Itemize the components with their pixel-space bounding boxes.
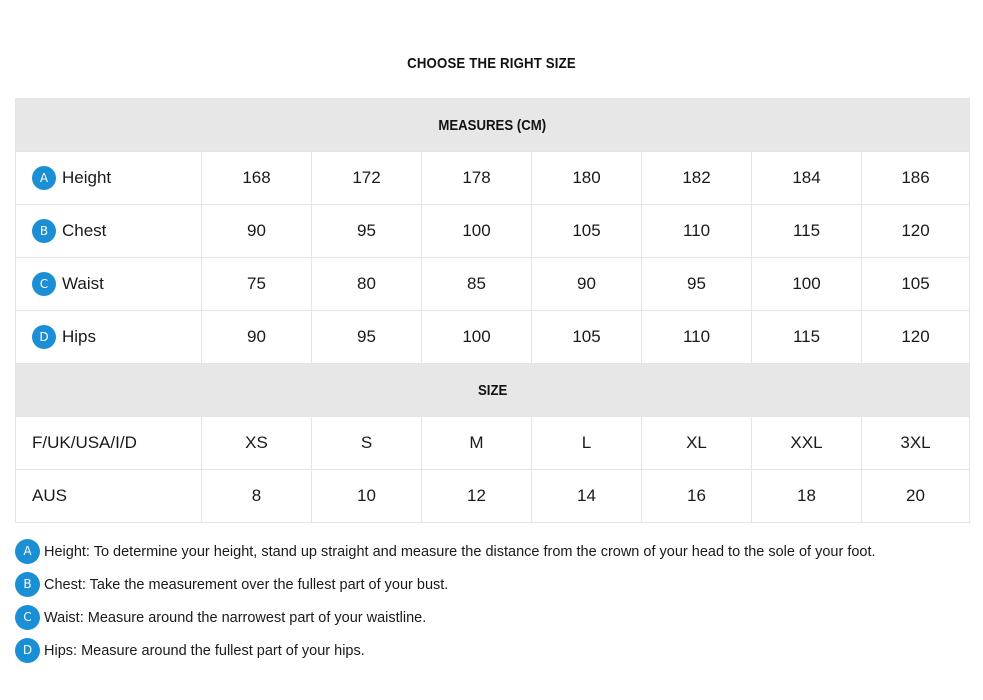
table-cell: 20: [862, 470, 970, 523]
size-row-aus: [16, 470, 970, 523]
table-cell: XS: [202, 417, 312, 470]
letter-c-icon: C: [32, 272, 56, 296]
measure-row-hips: [16, 311, 970, 364]
table-cell: 100: [752, 258, 862, 311]
table-cell: 120: [862, 205, 970, 258]
measurement-notes: [15, 535, 969, 667]
size-header: SIZE: [16, 364, 970, 417]
measure-row-chest: [16, 205, 970, 258]
measures-header-row: [16, 99, 970, 152]
note-hips: D Hips: Measure around the fullest part of your hips.: [15, 634, 969, 667]
letter-b-icon: B: [15, 572, 40, 597]
table-cell: 182: [642, 152, 752, 205]
page-title: CHOOSE THE RIGHT SIZE: [407, 55, 576, 72]
table-cell: 85: [422, 258, 532, 311]
note-waist: C Waist: Measure around the narrowest part of your waistline.: [15, 601, 969, 634]
table-cell: 95: [312, 205, 422, 258]
table-cell: 90: [202, 205, 312, 258]
letter-d-icon: D: [32, 325, 56, 349]
table-cell: XXL: [752, 417, 862, 470]
row-label: D Hips: [16, 311, 202, 364]
letter-c-icon: C: [15, 605, 40, 630]
table-cell: 3XL: [862, 417, 970, 470]
row-label: F/UK/USA/I/D: [16, 417, 202, 470]
table-cell: 75: [202, 258, 312, 311]
table-cell: 120: [862, 311, 970, 364]
table-cell: 16: [642, 470, 752, 523]
table-cell: S: [312, 417, 422, 470]
note-height: A Height: To determine your height, stand up straight and measure the distance from the crown of your head to the sole of your foot.: [15, 535, 969, 568]
table-cell: 90: [532, 258, 642, 311]
table-cell: 110: [642, 205, 752, 258]
letter-a-icon: A: [15, 539, 40, 564]
measures-header: MEASURES (CM): [16, 99, 970, 152]
row-label: B Chest: [16, 205, 202, 258]
table-cell: 105: [532, 205, 642, 258]
table-cell: 172: [312, 152, 422, 205]
size-header-row: [16, 364, 970, 417]
table-cell: L: [532, 417, 642, 470]
table-cell: 14: [532, 470, 642, 523]
row-label: C Waist: [16, 258, 202, 311]
table-cell: 90: [202, 311, 312, 364]
table-cell: 180: [532, 152, 642, 205]
size-row-international: [16, 417, 970, 470]
table-cell: 12: [422, 470, 532, 523]
table-cell: 105: [862, 258, 970, 311]
table-cell: 110: [642, 311, 752, 364]
letter-a-icon: A: [32, 166, 56, 190]
table-cell: 8: [202, 470, 312, 523]
table-cell: 18: [752, 470, 862, 523]
row-label: AUS: [16, 470, 202, 523]
table-cell: 100: [422, 205, 532, 258]
table-cell: 100: [422, 311, 532, 364]
table-cell: 168: [202, 152, 312, 205]
table-cell: 80: [312, 258, 422, 311]
table-cell: M: [422, 417, 532, 470]
table-cell: 105: [532, 311, 642, 364]
table-cell: 184: [752, 152, 862, 205]
size-chart-table: [15, 98, 970, 523]
row-label: A Height: [16, 152, 202, 205]
table-cell: 95: [642, 258, 752, 311]
table-cell: 178: [422, 152, 532, 205]
note-chest: B Chest: Take the measurement over the fullest part of your bust.: [15, 568, 969, 601]
table-cell: 95: [312, 311, 422, 364]
table-cell: XL: [642, 417, 752, 470]
letter-b-icon: B: [32, 219, 56, 243]
measure-row-waist: [16, 258, 970, 311]
table-cell: 115: [752, 205, 862, 258]
table-cell: 10: [312, 470, 422, 523]
table-cell: 115: [752, 311, 862, 364]
letter-d-icon: D: [15, 638, 40, 663]
table-cell: 186: [862, 152, 970, 205]
measure-row-height: [16, 152, 970, 205]
